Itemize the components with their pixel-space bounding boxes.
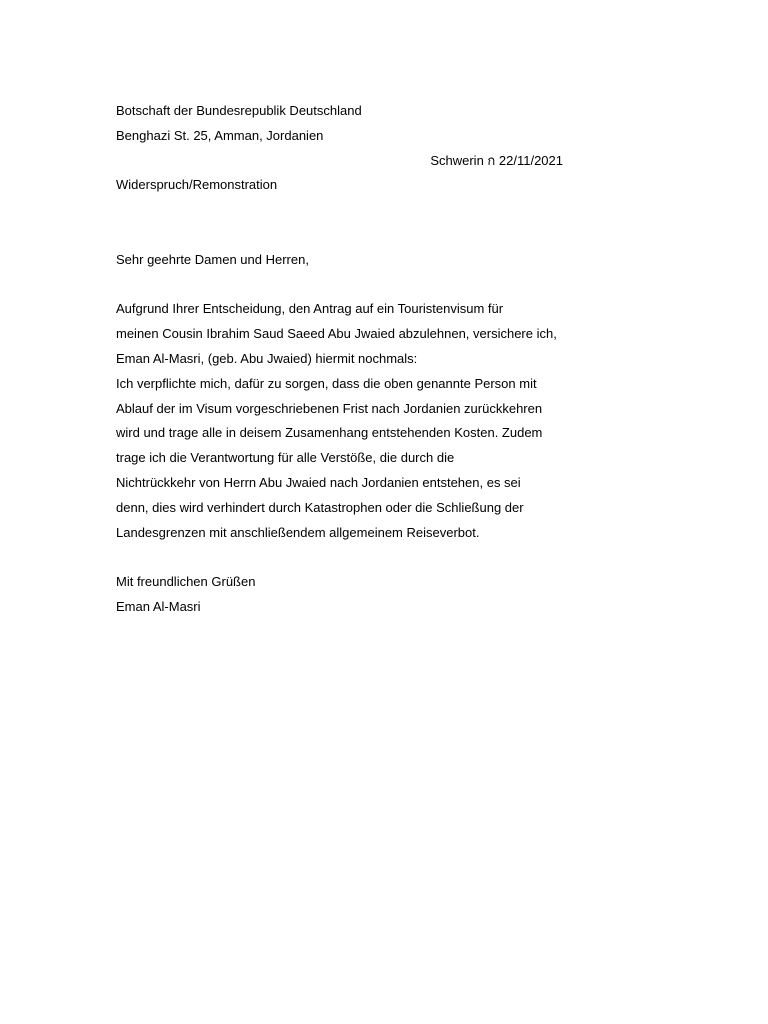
place-and-date: Schwerin ก 22/11/2021	[430, 152, 563, 168]
salutation: Sehr geehrte Damen und Herren,	[116, 251, 309, 267]
recipient-name: Botschaft der Bundesrepublik Deutschland	[116, 103, 362, 118]
body-line: Landesgrenzen mit anschließendem allgemeinem Reiseverbot.	[116, 524, 480, 540]
body-line: wird und trage alle in deisem Zusamenhang entstehenden Kosten. Zudem	[116, 425, 543, 441]
body-line: denn, dies wird verhindert durch Katastrophen oder die Schließung der	[116, 499, 524, 515]
recipient-address: Benghazi St. 25, Amman, Jordanien	[116, 127, 324, 143]
body-line: trage ich die Verantwortung für alle Verstöße, die durch die	[116, 450, 455, 466]
closing-phrase: Mit freundlichen Grüßen	[116, 574, 256, 590]
spacer	[116, 273, 576, 298]
spacer	[116, 545, 576, 570]
body-paragraph	[116, 297, 576, 545]
body-line: meinen Cousin Ibrahim Saud Saeed Abu Jwaied abzulehnen, versichere ich,	[116, 326, 557, 342]
letter-body	[116, 99, 576, 620]
signature-name: Eman Al-Masri	[116, 598, 201, 614]
body-line: Ablauf der im Visum vorgeschriebenen Frist nach Jordanien zurückkehren	[116, 400, 543, 416]
body-line: Nichtrückkehr von Herrn Abu Jwaied nach Jordanien entstehen, es sei	[116, 474, 521, 490]
body-line: Ich verpflichte mich, dafür zu sorgen, dass die oben genannte Person mit	[116, 375, 537, 391]
spacer	[116, 198, 576, 248]
subject-line: Widerspruch/Remonstration	[116, 177, 278, 193]
body-line: Aufgrund Ihrer Entscheidung, den Antrag auf ein Touristenvisum für	[116, 301, 504, 317]
body-line: Eman Al-Masri, (geb. Abu Jwaied) hiermit nochmals:	[116, 350, 418, 366]
